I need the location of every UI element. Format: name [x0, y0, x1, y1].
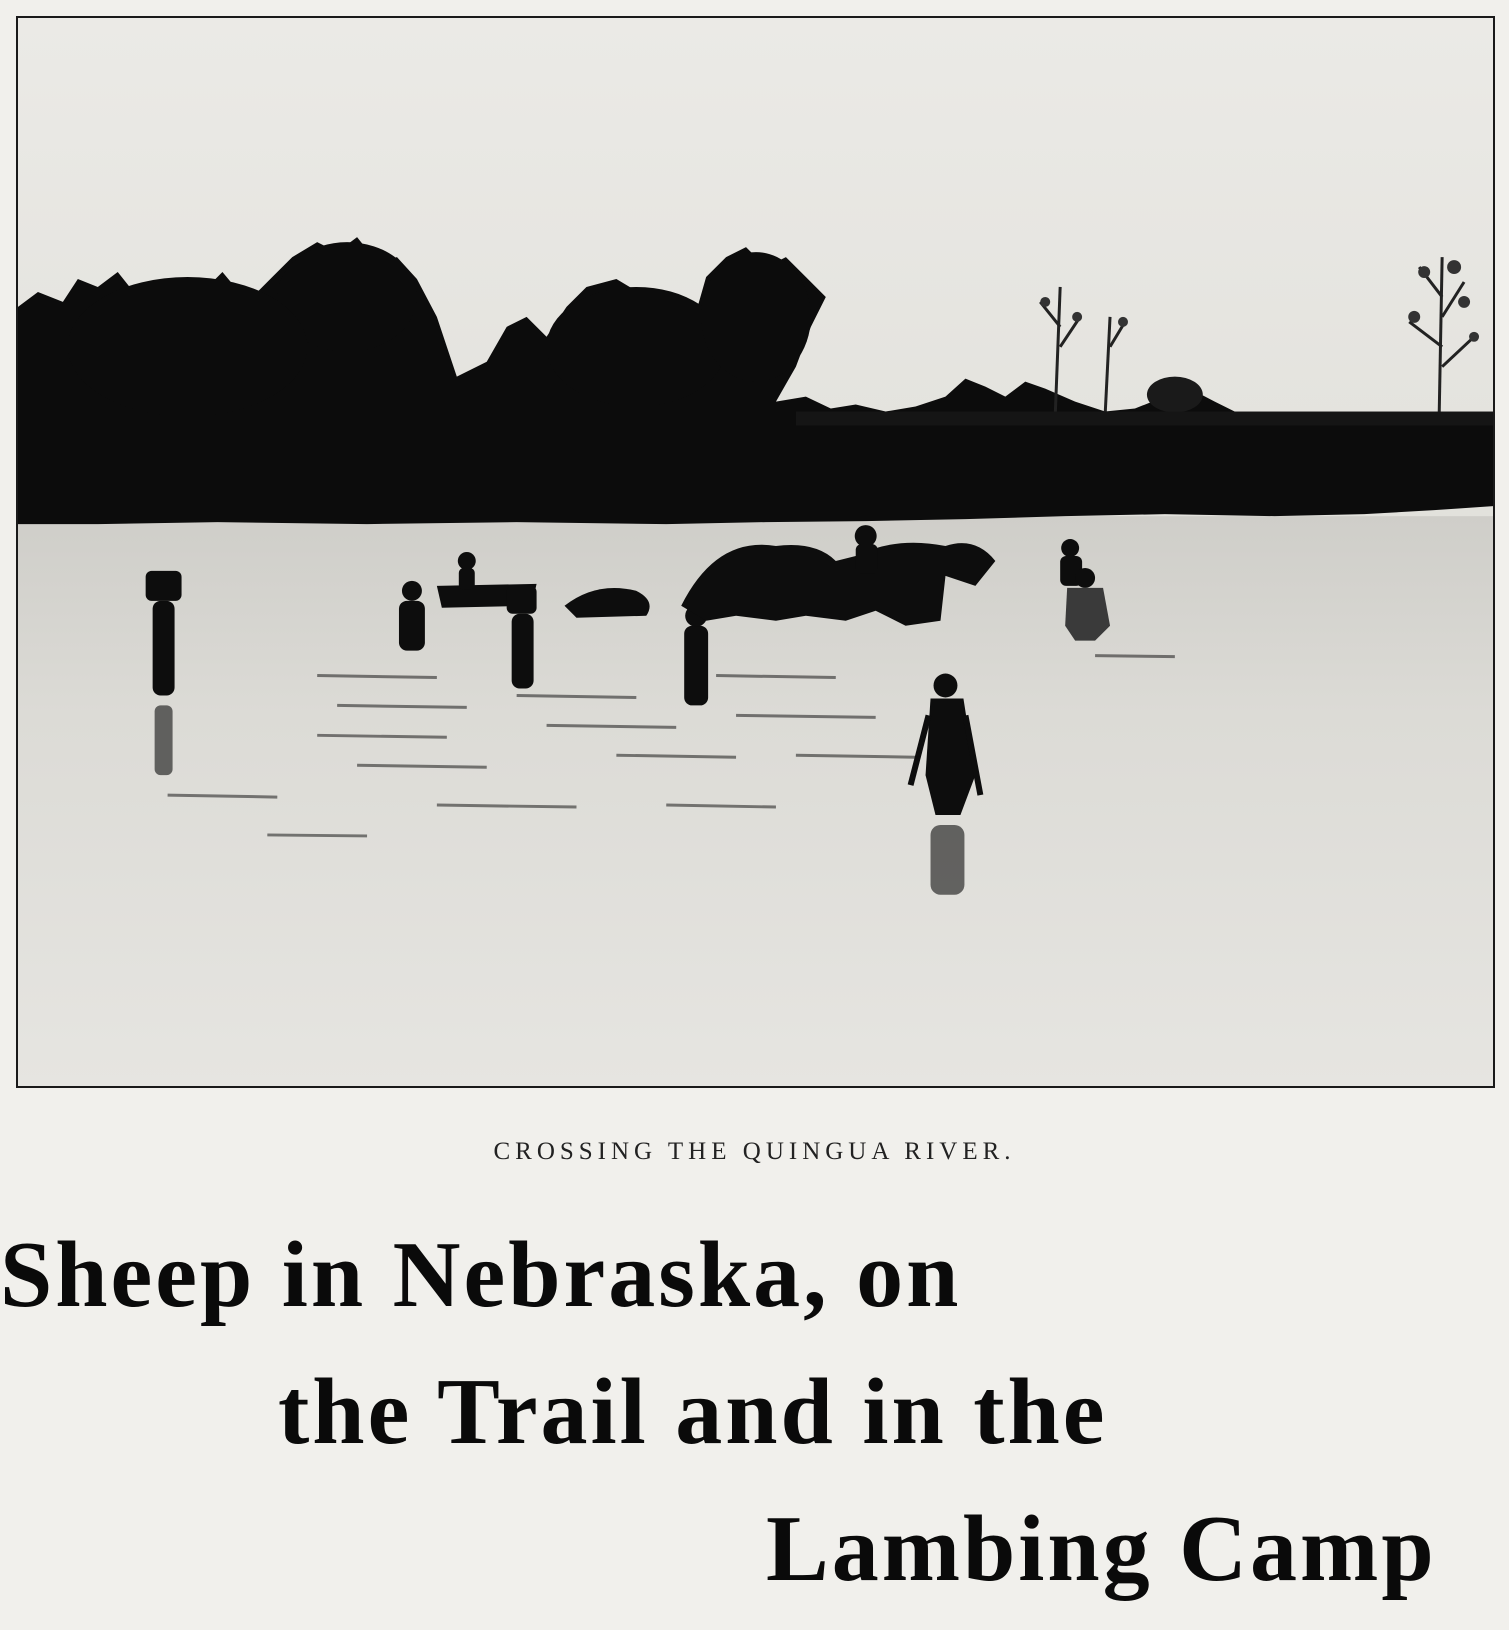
- photo-caption: CROSSING THE QUINGUA RIVER.: [493, 1138, 1016, 1165]
- tree-canopy: [701, 252, 811, 382]
- headline-line-3: Lambing Camp: [766, 1497, 1437, 1601]
- headline-line-2: the Trail and in the: [278, 1360, 1108, 1464]
- tree-canopy: [68, 277, 307, 416]
- photo-illustration: [18, 18, 1493, 1086]
- distant-treeline: [796, 412, 1493, 426]
- tree-canopy: [547, 287, 727, 407]
- headline-line-1: Sheep in Nebraska, on: [0, 1223, 962, 1327]
- tree-canopy: [1147, 377, 1203, 413]
- river-crossing-photo: [16, 16, 1495, 1088]
